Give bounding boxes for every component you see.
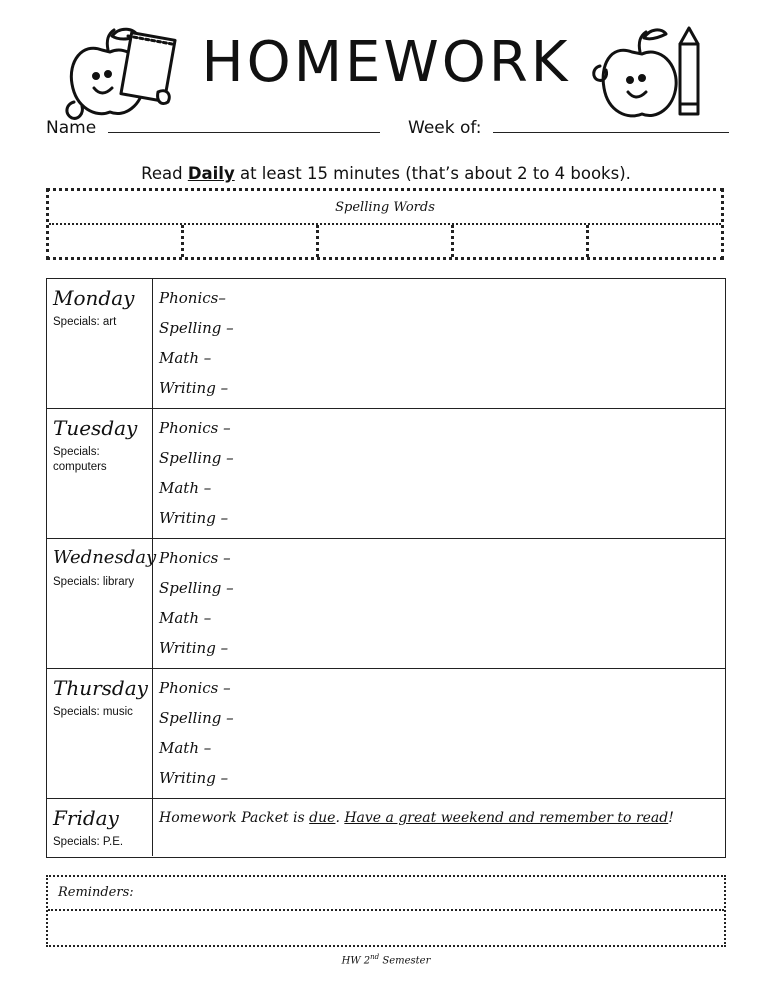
task-writing: Writing – [159, 769, 229, 787]
task-math: Math – [159, 739, 212, 757]
task-writing: Writing – [159, 509, 229, 527]
page-footer [0, 953, 772, 966]
task-phonics: Phonics – [159, 679, 231, 697]
task-writing: Writing – [159, 639, 229, 657]
friday-note-weekend: Have a great weekend and remember to read [344, 810, 669, 826]
footer-prefix: HW 2 [341, 955, 371, 967]
reminders-label: Reminders: [48, 877, 724, 911]
day-name: Wednesday [53, 547, 157, 568]
spelling-words-box [46, 188, 724, 260]
day-name: Friday [53, 806, 119, 830]
reading-prefix: Read [141, 164, 188, 183]
task-phonics: Phonics– [159, 289, 226, 307]
task-spelling: Spelling – [159, 319, 234, 337]
day-row-friday [47, 799, 725, 856]
day-name: Tuesday [53, 416, 138, 440]
spelling-word-cell[interactable] [454, 225, 589, 257]
task-math: Math – [159, 349, 212, 367]
task-math: Math – [159, 479, 212, 497]
reading-emphasis: Daily [187, 164, 235, 183]
task-spelling: Spelling – [159, 449, 234, 467]
spelling-word-cell[interactable] [49, 225, 184, 257]
day-name: Monday [53, 286, 135, 310]
friday-note-part: . [335, 810, 345, 826]
day-specials: Specials: library [53, 576, 135, 588]
spelling-heading: Spelling Words [49, 191, 721, 225]
footer-suffix: Semester [379, 955, 431, 967]
week-row [408, 118, 729, 138]
spelling-word-cell[interactable] [589, 225, 721, 257]
day-row-tuesday [47, 409, 725, 539]
friday-note-part: Homework Packet is [159, 810, 310, 826]
spelling-word-cell[interactable] [319, 225, 454, 257]
reading-instruction [0, 164, 772, 183]
footer-sup: nd [370, 953, 380, 961]
day-row-thursday [47, 669, 725, 799]
page-title: HOMEWORK [201, 30, 571, 95]
task-phonics: Phonics – [159, 419, 231, 437]
day-specials: Specials: computers [53, 446, 107, 473]
day-name: Thursday [53, 676, 148, 700]
day-row-wednesday [47, 539, 725, 669]
name-field[interactable] [108, 118, 380, 133]
weekly-homework-table [46, 278, 726, 858]
reading-suffix: at least 15 minutes (that’s about 2 to 4 books). [234, 164, 631, 183]
spelling-word-cell[interactable] [184, 225, 319, 257]
task-spelling: Spelling – [159, 709, 234, 727]
friday-note-part: ! [668, 810, 674, 826]
week-label: Week of: [408, 118, 482, 138]
day-row-monday [47, 279, 725, 409]
reminders-box [46, 875, 726, 947]
day-specials: Specials: art [53, 316, 117, 328]
day-specials: Specials: P.E. [53, 836, 124, 848]
task-spelling: Spelling – [159, 579, 234, 597]
week-field[interactable] [493, 118, 729, 133]
friday-note-due: due [309, 810, 336, 826]
task-writing: Writing – [159, 379, 229, 397]
day-specials: Specials: music [53, 706, 133, 718]
friday-note [159, 807, 674, 829]
reminders-field[interactable] [48, 911, 724, 945]
name-label: Name [46, 118, 97, 138]
name-row [46, 118, 380, 138]
task-phonics: Phonics – [159, 549, 231, 567]
task-math: Math – [159, 609, 212, 627]
